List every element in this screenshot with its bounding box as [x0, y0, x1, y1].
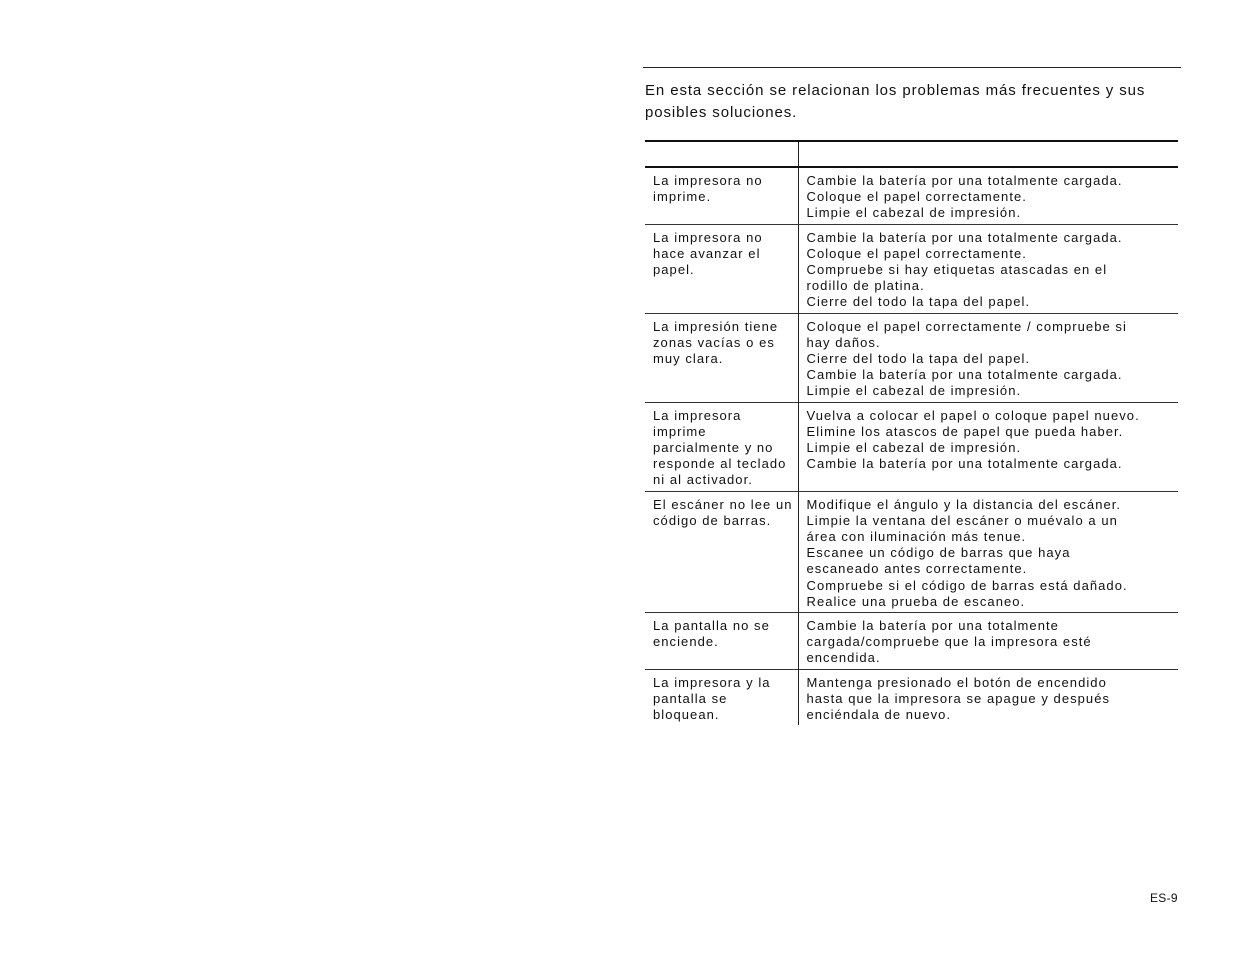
table-row [645, 669, 1178, 725]
solution-line: Coloque el papel correctamente. [806, 245, 1027, 261]
solution-line: enciéndala de nuevo. [806, 707, 952, 723]
solution-cell [798, 313, 1178, 402]
solution-column-header [798, 141, 1178, 167]
solution-line: hasta que la impresora se apague y después [806, 690, 1111, 706]
solution-line: Mantenga presionado el botón de encendido [806, 674, 1107, 690]
table-row [645, 402, 1178, 491]
table-row [645, 613, 1178, 670]
solution-cell [798, 491, 1178, 612]
problem-cell: La impresora no imprime. [645, 167, 798, 224]
solution-line: Escanee un código de barras que haya [806, 545, 1071, 561]
solution-line: Limpie el cabezal de impresión. [806, 383, 1022, 399]
troubleshooting-table [645, 140, 1178, 725]
solution-line: escaneado antes correctamente. [806, 561, 1028, 577]
table-body [645, 167, 1178, 725]
problem-cell: La pantalla no se enciende. [645, 613, 798, 670]
solution-line: Limpie el cabezal de impresión. [806, 440, 1022, 456]
solution-line: Coloque el papel correctamente / compruebe si [806, 318, 1127, 334]
table-row [645, 491, 1178, 612]
solution-line: rodillo de platina. [806, 278, 925, 294]
solution-line: Compruebe si el código de barras está dañado. [806, 577, 1128, 593]
solution-line: Cambie la batería por una totalmente cargada. [806, 229, 1123, 245]
top-rule [643, 67, 1181, 68]
problem-cell: La impresora no hace avanzar el papel. [645, 224, 798, 313]
solution-line: Vuelva a colocar el papel o coloque papel nuevo. [806, 407, 1140, 423]
table-row [645, 167, 1178, 224]
solution-line: Limpie el cabezal de impresión. [806, 205, 1022, 221]
solution-line: Modifique el ángulo y la distancia del escáner. [806, 496, 1122, 512]
solution-line: Cambie la batería por una totalmente [806, 618, 1059, 634]
solution-cell [798, 669, 1178, 725]
solution-line: Cierre del todo la tapa del papel. [806, 351, 1031, 367]
page-number: ES-9 [1150, 891, 1178, 905]
table-row [645, 224, 1178, 313]
solution-line: Compruebe si hay etiquetas atascadas en el [806, 262, 1108, 278]
solution-line: encendida. [806, 650, 881, 666]
solution-line: Cierre del todo la tapa del papel. [806, 294, 1031, 310]
solution-cell [798, 224, 1178, 313]
solution-line: Cambie la batería por una totalmente cargada. [806, 173, 1123, 188]
solution-cell [798, 613, 1178, 670]
problem-cell: El escáner no lee un código de barras. [645, 491, 798, 612]
solution-cell [798, 167, 1178, 224]
solution-line: Realice una prueba de escaneo. [806, 593, 1026, 609]
problem-cell: La impresora y la pantalla se bloquean. [645, 669, 798, 725]
solution-cell [798, 402, 1178, 491]
problem-cell: La impresión tiene zonas vacías o es muy clara. [645, 313, 798, 402]
solution-line: Elimine los atascos de papel que pueda haber. [806, 423, 1124, 439]
solution-line: cargada/compruebe que la impresora esté [806, 634, 1092, 650]
table-row [645, 313, 1178, 402]
solution-line: área con iluminación más tenue. [806, 529, 1027, 545]
solution-line: Coloque el papel correctamente. [806, 189, 1027, 205]
table-header-row [645, 141, 1178, 167]
problem-cell: La impresora imprime parcialmente y no responde al teclado ni al activador. [645, 402, 798, 491]
intro-paragraph: En esta sección se relacionan los problemas más frecuentes y sus posibles soluciones. [645, 82, 1146, 121]
solution-line: Limpie la ventana del escáner o muévalo a un [806, 512, 1118, 528]
solution-line: hay daños. [806, 334, 881, 350]
solution-line: Cambie la batería por una totalmente cargada. [806, 456, 1123, 472]
problem-column-header [645, 141, 798, 167]
solution-line: Cambie la batería por una totalmente cargada. [806, 367, 1123, 383]
